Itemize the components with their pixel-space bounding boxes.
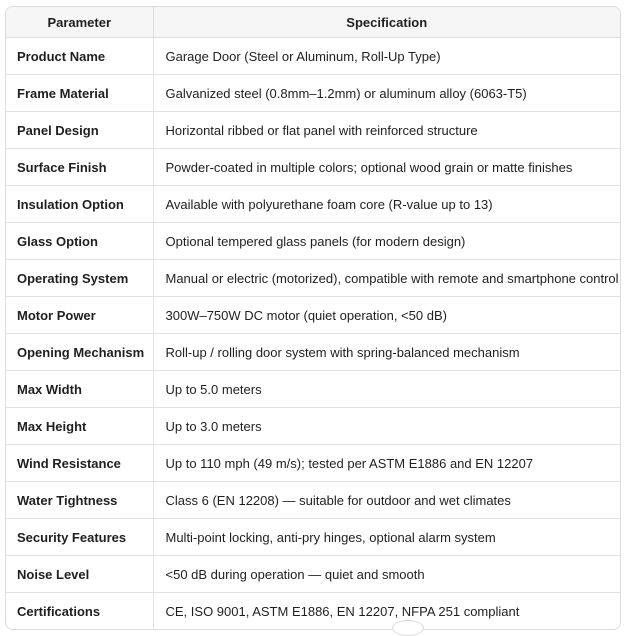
parameter-cell: Certifications — [6, 593, 153, 630]
specification-cell: <50 dB during operation — quiet and smooth — [153, 556, 620, 593]
specification-cell: Class 6 (EN 12208) — suitable for outdoor and wet climates — [153, 482, 620, 519]
table-row — [6, 149, 620, 186]
parameter-cell: Noise Level — [6, 556, 153, 593]
specification-cell: Horizontal ribbed or flat panel with reinforced structure — [153, 112, 620, 149]
parameter-cell: Opening Mechanism — [6, 334, 153, 371]
specification-cell: Multi-point locking, anti-pry hinges, optional alarm system — [153, 519, 620, 556]
specification-cell: Manual or electric (motorized), compatible with remote and smartphone control — [153, 260, 620, 297]
parameter-cell: Glass Option — [6, 223, 153, 260]
table-row — [6, 260, 620, 297]
table-row — [6, 519, 620, 556]
parameter-cell: Operating System — [6, 260, 153, 297]
parameter-cell: Security Features — [6, 519, 153, 556]
specification-cell: Garage Door (Steel or Aluminum, Roll-Up Type) — [165, 48, 441, 64]
specification-cell: 300W–750W DC motor (quiet operation, <50 dB) — [153, 297, 620, 334]
table-row — [6, 408, 620, 445]
table-row — [6, 334, 620, 371]
parameter-cell: Product Name — [6, 38, 153, 75]
specification-cell: Galvanized steel (0.8mm–1.2mm) or aluminum alloy (6063-T5) — [153, 75, 620, 112]
spec-table-container — [5, 6, 621, 630]
specification-cell: Optional tempered glass panels (for modern design) — [153, 223, 620, 260]
table-body — [6, 38, 620, 630]
spec-table — [6, 7, 620, 629]
parameter-cell: Panel Design — [6, 112, 153, 149]
table-row — [6, 38, 620, 75]
parameter-cell: Max Width — [6, 371, 153, 408]
table-row — [6, 112, 620, 149]
specification-cell: Roll-up / rolling door system with spring-balanced mechanism — [153, 334, 620, 371]
specification-cell: Up to 3.0 meters — [153, 408, 620, 445]
header-row — [6, 7, 620, 38]
table-row — [6, 223, 620, 260]
header-parameter: Parameter — [6, 7, 153, 38]
specification-cell: Powder-coated in multiple colors; optional wood grain or matte finishes — [153, 149, 620, 186]
scroll-down-handle[interactable] — [392, 620, 424, 636]
specification-cell: Up to 110 mph (49 m/s); tested per ASTM E1886 and EN 12207 — [153, 445, 620, 482]
header-specification: Specification — [153, 7, 620, 38]
table-row — [6, 556, 620, 593]
table-row — [6, 297, 620, 334]
specification-cell: Available with polyurethane foam core (R-value up to 13) — [153, 186, 620, 223]
table-row — [6, 482, 620, 519]
parameter-cell: Max Height — [6, 408, 153, 445]
table-row — [6, 445, 620, 482]
table-header — [6, 7, 620, 38]
specification-cell: CE, ISO 9001, ASTM E1886, EN 12207, NFPA 251 compliant — [153, 593, 620, 630]
parameter-cell: Insulation Option — [6, 186, 153, 223]
table-row — [6, 186, 620, 223]
table-row — [6, 371, 620, 408]
parameter-cell: Wind Resistance — [6, 445, 153, 482]
parameter-cell: Surface Finish — [6, 149, 153, 186]
parameter-cell: Motor Power — [6, 297, 153, 334]
table-row — [6, 593, 620, 630]
parameter-cell: Frame Material — [6, 75, 153, 112]
parameter-cell: Water Tightness — [6, 482, 153, 519]
table-row — [6, 75, 620, 112]
specification-cell: Up to 5.0 meters — [153, 371, 620, 408]
